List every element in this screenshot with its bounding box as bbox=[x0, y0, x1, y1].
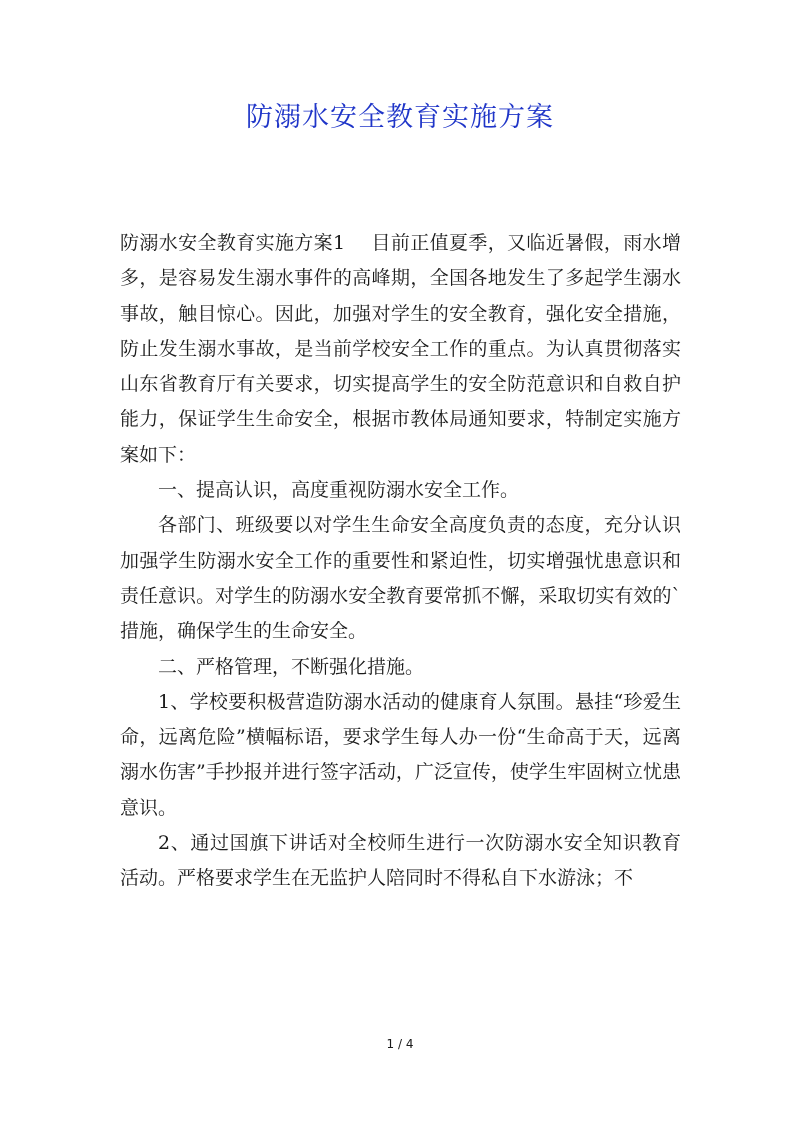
document-title: 防溺水安全教育实施方案 bbox=[246, 102, 554, 133]
paragraph: 2、通过国旗下讲话对全校师生进行一次防溺水安全知识教育活动。严格要求学生在无监护人陪同时不得私自下水游泳；不 bbox=[120, 832, 681, 890]
paragraph: 各部门、班级要以对学生生命安全高度负责的态度，充分认识加强学生防溺水安全工作的重要性和紧迫性，切实增强忧患意识和责任意识。对学生的防溺水安全教育要常抓不懈，采取切实有效的`措施，确保学生的生命安全。 bbox=[120, 514, 681, 643]
paragraph-text: 目前正值夏季，又临近暑假，雨水增多，是容易发生溺水事件的高峰期，全国各地发生了多起学生溺水事故，触目惊心。因此，加强对学生的安全教育，强化安全措施，防止发生溺水事故，是当前学校安全工作的重点。为认真贯彻落实山东省教育厅有关要求，切实提高学生的安全防范意识和自救自护能力，保证学生生命安全，根据市教体局通知要求，特制定实施方案如下： bbox=[120, 232, 681, 466]
paragraph-heading-1: 一、提高认识，高度重视防溺水安全工作。 bbox=[158, 479, 520, 502]
document-body bbox=[120, 226, 681, 897]
paragraph-intro bbox=[120, 226, 681, 473]
page-number: 1 / 4 bbox=[386, 1037, 414, 1051]
section-heading-inline: 防溺水安全教育实施方案1 bbox=[120, 232, 346, 254]
paragraph-heading-2: 二、严格管理，不断强化措施。 bbox=[158, 655, 425, 678]
paragraph: 1、学校要积极营造防溺水活动的健康育人氛围。悬挂“珍爱生命，远离危险”横幅标语，要求学生每人办一份“生命高于天，远离溺水伤害”手抄报并进行签字活动，广泛宣传，使学生牢固树立忧患意识。 bbox=[120, 690, 681, 819]
